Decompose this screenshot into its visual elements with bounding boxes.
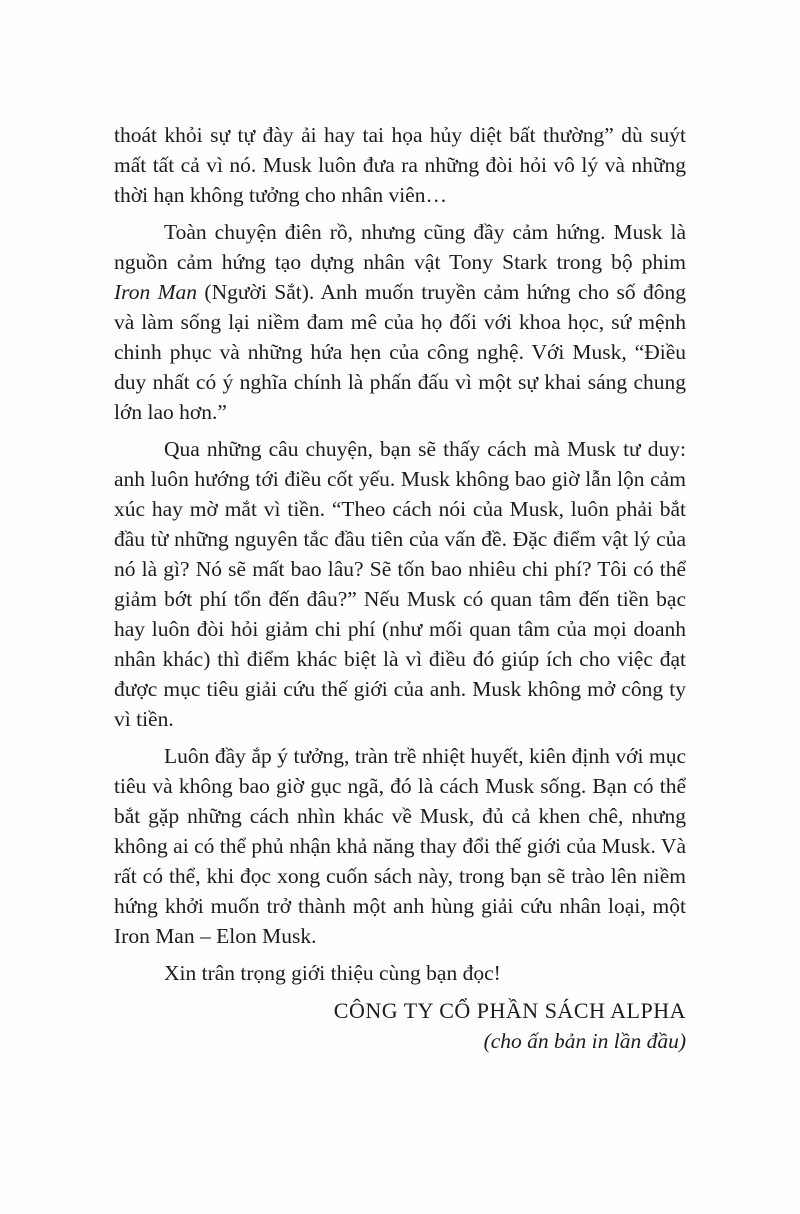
paragraph-thinking: [114, 434, 686, 734]
text-segment: Xin trân trọng giới thiệu cùng bạn đọc!: [164, 961, 501, 985]
italic-text-segment: Iron Man: [114, 280, 198, 304]
paragraph-inspiration: [114, 217, 686, 427]
paragraph-character: [114, 741, 686, 951]
text-segment: thoát khỏi sự tự đày ải hay tai họa hủy diệt bất thường” dù suýt mất tất cả vì nó. Musk luôn đưa ra những đòi hỏi vô lý và những thời hạn không tưởng cho nhân viên…: [114, 123, 686, 207]
text-segment: Toàn chuyện điên rồ, nhưng cũng đầy cảm hứng. Musk là nguồn cảm hứng tạo dựng nhân vật Tony Stark trong bộ phim: [114, 220, 686, 274]
edition-note: (cho ấn bản in lần đầu): [483, 1029, 686, 1053]
text-segment: Luôn đầy ắp ý tưởng, tràn trề nhiệt huyết, kiên định với mục tiêu và không bao giờ gục ngã, đó là cách Musk sống. Bạn có thể bắt gặp những cách nhìn khác về Musk, đủ cả khen chê, nhưng không ai có thể phủ nhận khả năng thay đổi thế giới của Musk. Và rất có thể, khi đọc xong cuốn sách này, trong bạn sẽ trào lên niềm hứng khởi muốn trở thành một anh hùng giải cứu nhân loại, một Iron Man – Elon Musk.: [114, 744, 686, 948]
page-paragraphs: [114, 120, 686, 988]
page-text-block: [114, 120, 686, 1057]
text-segment: (Người Sắt). Anh muốn truyền cảm hứng cho số đông và làm sống lại niềm đam mê của họ đối với khoa học, sứ mệnh chinh phục và những hứa hẹn của công nghệ. Với Musk, “Điều duy nhất có ý nghĩa chính là phấn đấu vì một sự khai sáng chung lớn lao hơn.”: [114, 280, 686, 424]
text-segment: Qua những câu chuyện, bạn sẽ thấy cách mà Musk tư duy: anh luôn hướng tới điều cốt yếu. Musk không bao giờ lẫn lộn cảm xúc hay mờ mắt vì tiền. “Theo cách nói của Musk, luôn phải bắt đầu từ những nguyên tắc đầu tiên của vấn đề. Đặc điểm vật lý của nó là gì? Nó sẽ mất bao lâu? Sẽ tốn bao nhiêu chi phí? Tôi có thể giảm bớt phí tổn đến đâu?” Nếu Musk có quan tâm đến tiền bạc hay luôn đòi hỏi giảm chi phí (như mối quan tâm của mọi doanh nhân khác) thì điểm khác biệt là vì điều đó giúp ích cho việc đạt được mục tiêu giải cứu thế giới của anh. Musk không mở công ty vì tiền.: [114, 437, 686, 731]
paragraph-continuation: [114, 120, 686, 210]
paragraph-closing: [114, 958, 686, 988]
publisher-signature: CÔNG TY CỔ PHẦN SÁCH ALPHA: [333, 998, 686, 1023]
